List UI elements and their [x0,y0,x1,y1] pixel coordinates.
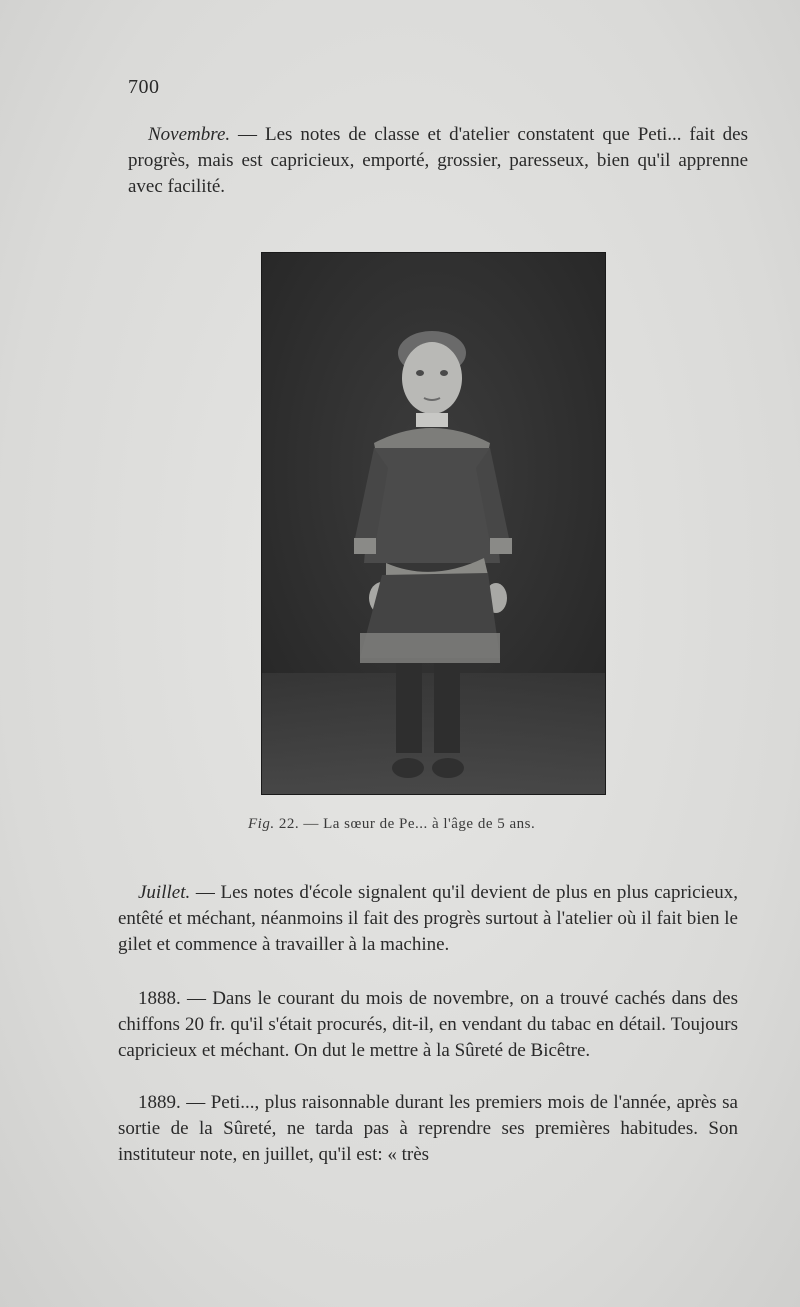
paragraph-lead: Novembre. [148,124,231,145]
paragraph-juillet [118,880,738,958]
page-number: 700 [128,76,160,98]
figure-caption [248,816,628,833]
figure-caption-text: 22. — La sœur de Pe... à l'âge de 5 ans. [274,816,536,832]
figure-label: Fig. [248,816,275,832]
paragraph-text: — Les notes de classe et d'atelier constatent que Peti... fait des progrès, mais est capricieux, emporté, grossier, paresseux, bien qu'il apprenne avec facilité. [128,124,748,197]
paragraph-lead: Juillet. [138,882,191,903]
paragraph-text: — Les notes d'école signalent qu'il devient de plus en plus capricieux, entêté et méchant, néanmoins il fait des progrès surtout à l'atelier où il fait bien le gilet et commence à travailler à la machine. [118,882,738,955]
paragraph-novembre [128,122,748,200]
child-portrait-image [262,253,605,794]
paragraph-text: 1889. — Peti..., plus raisonnable durant les premiers mois de l'année, après sa sortie de la Sûreté, ne tarda pas à reprendre ses premières habitudes. Son instituteur note, en juillet, qu'il est: « très [118,1092,738,1165]
paragraph-1889 [118,1090,738,1168]
photograph-child [262,253,605,794]
paragraph-1888 [118,986,738,1064]
paragraph-text: 1888. — Dans le courant du mois de novembre, on a trouvé cachés dans des chiffons 20 fr. qu'il s'était procurés, dit-il, en vendant du tabac en détail. Toujours capricieux et méchant. On dut le mettre à la Sûreté de Bicêtre. [118,988,738,1061]
